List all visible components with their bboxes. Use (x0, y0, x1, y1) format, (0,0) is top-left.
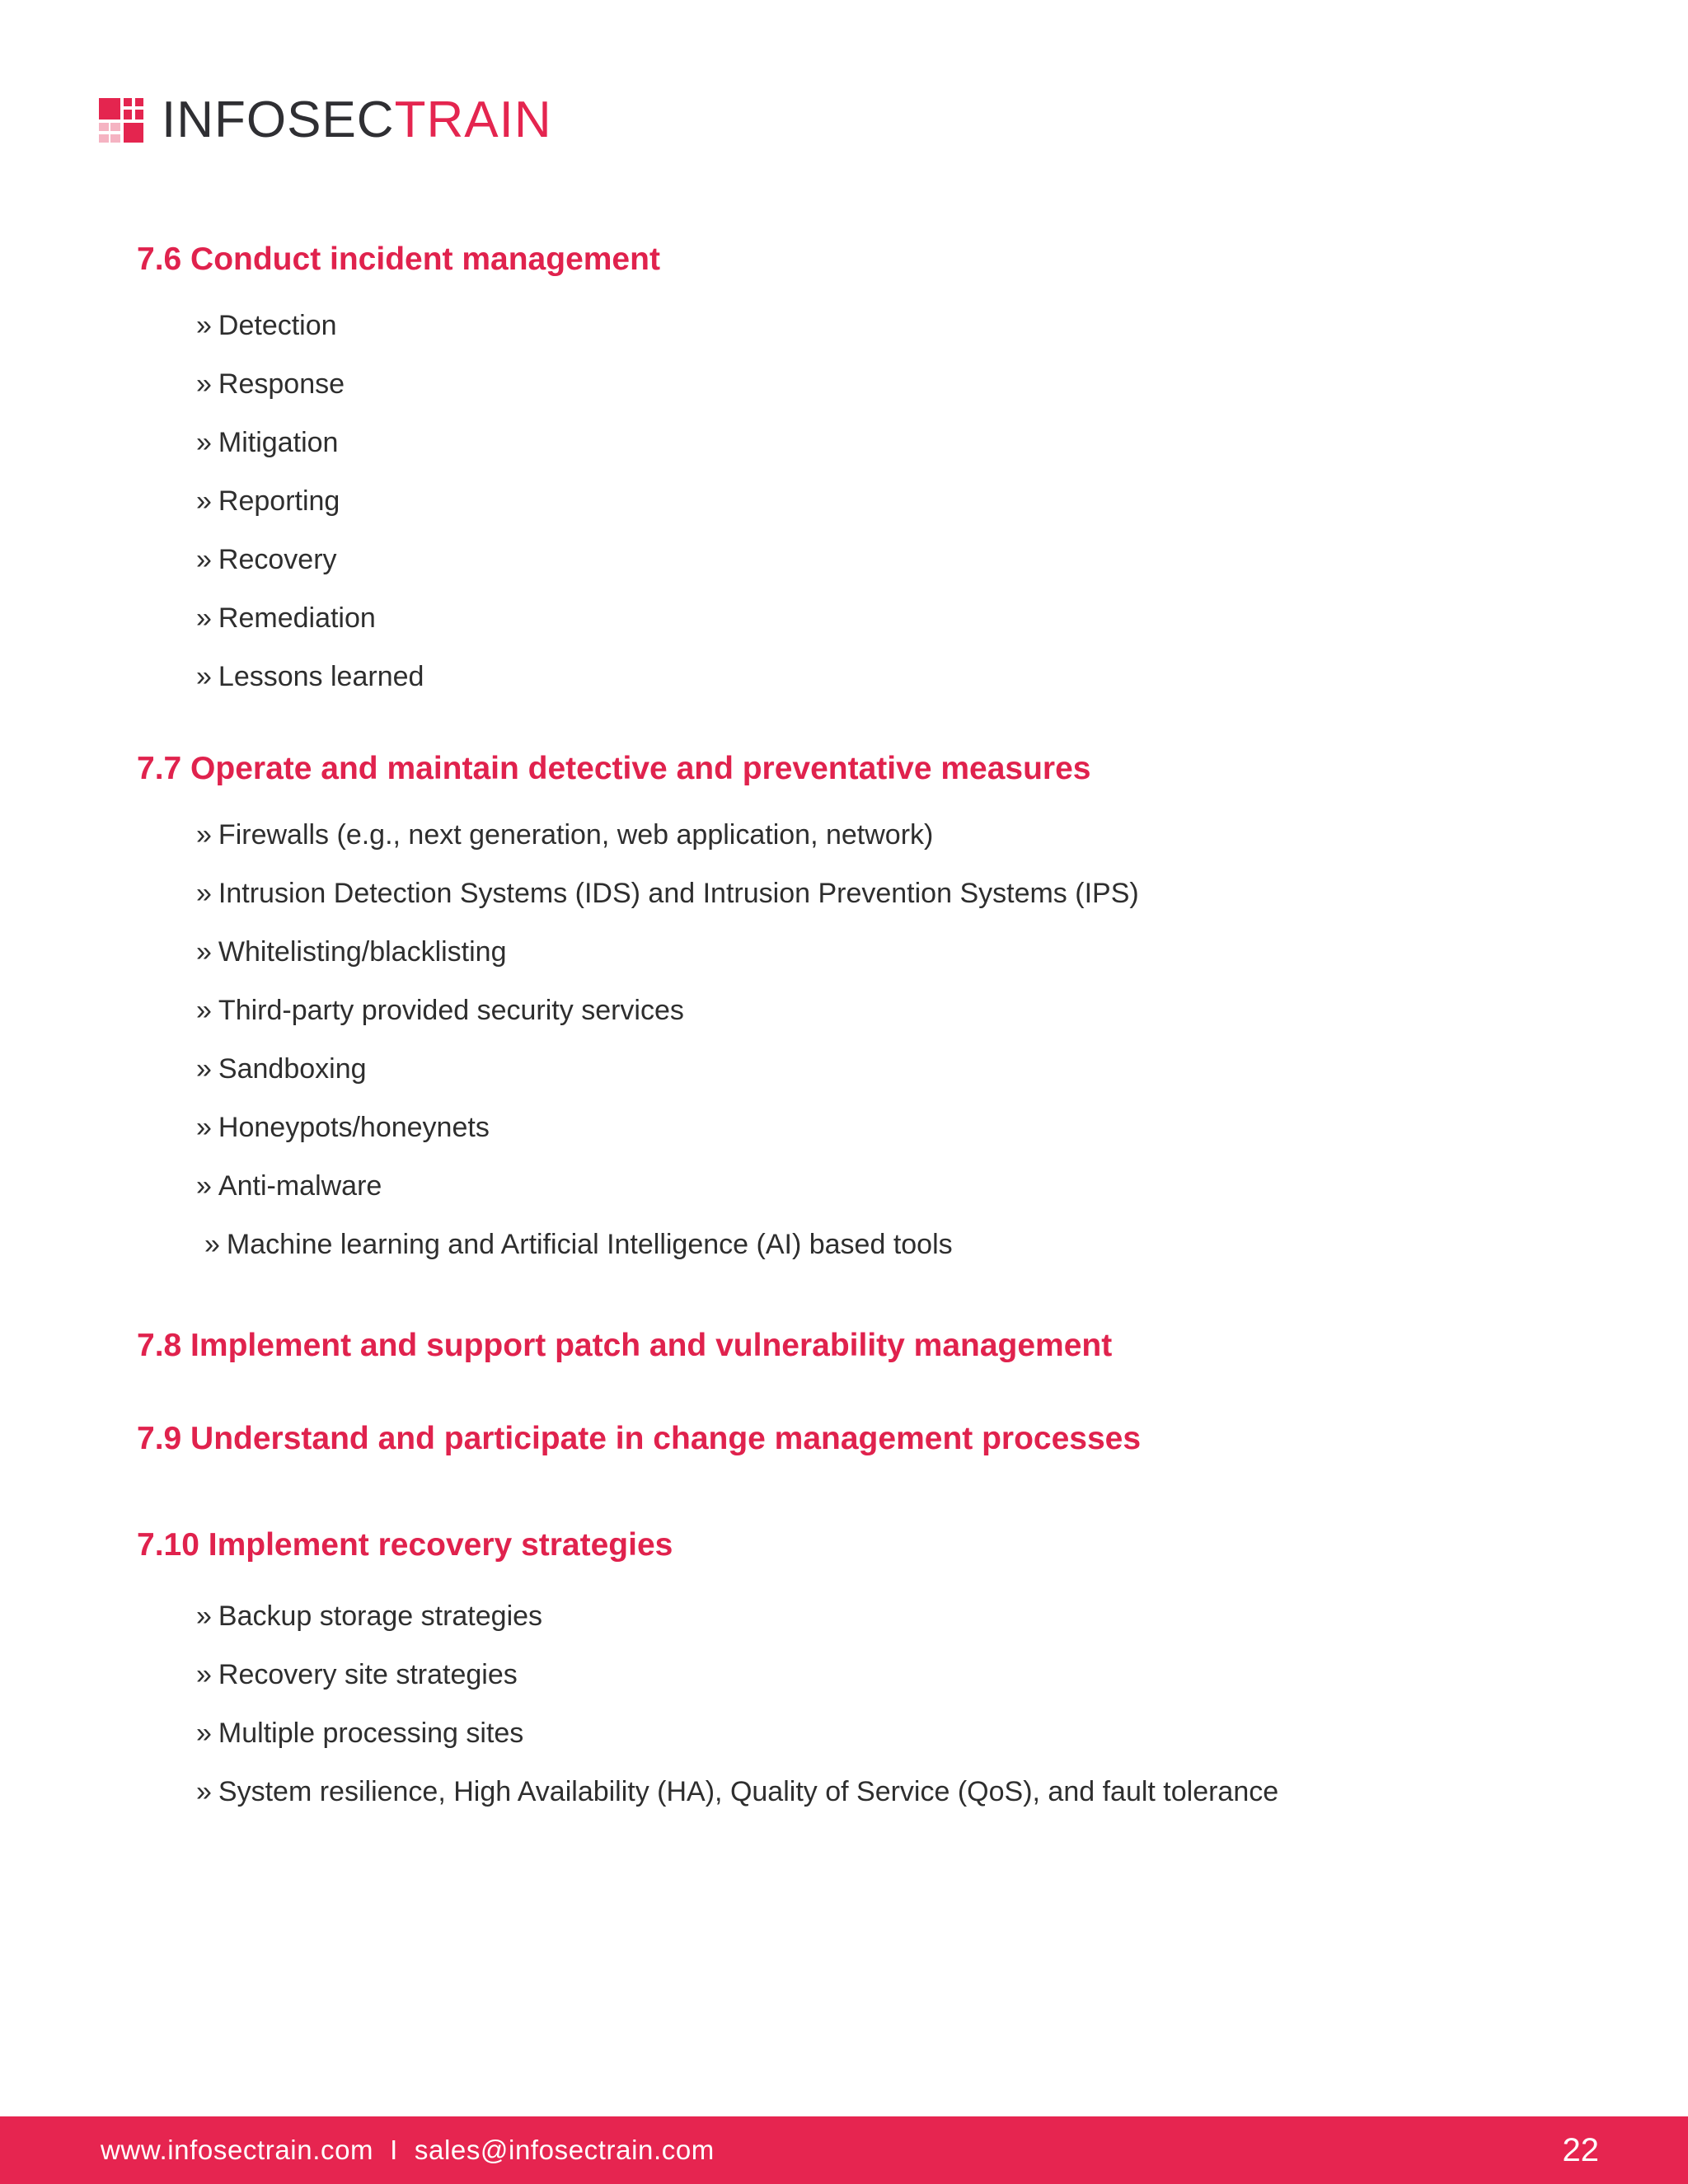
list-item: » Recovery site strategies (196, 1646, 1620, 1704)
logo-text-accent: TRAIN (394, 91, 552, 148)
section-7-7 (137, 752, 1620, 1274)
section-title: 7.7 Operate and maintain detective and preventative measures (137, 751, 1091, 786)
list-item: » Whitelisting/blacklisting (196, 923, 1620, 982)
logo-text-dark: INFOSEC (162, 91, 395, 148)
list-item: » Machine learning and Artificial Intelligence (AI) based tools (196, 1216, 1620, 1274)
list-item: » Sandboxing (196, 1040, 1620, 1099)
section-title: 7.6 Conduct incident management (137, 241, 660, 277)
section-title: 7.8 Implement and support patch and vulnerability management (137, 1328, 1113, 1363)
item-list (137, 1587, 1620, 1821)
list-item: » Multiple processing sites (196, 1704, 1620, 1763)
list-item: » Honeypots/honeynets (196, 1099, 1620, 1157)
section-7-6 (137, 243, 1620, 706)
item-list (137, 297, 1620, 706)
list-item: » Remediation (196, 589, 1620, 648)
list-item: » Detection (196, 297, 1620, 355)
section-title: 7.10 Implement recovery strategies (137, 1527, 673, 1563)
list-item: » Reporting (196, 472, 1620, 531)
section-7-10 (137, 1529, 1620, 1821)
logo-wordmark (162, 91, 552, 148)
list-item: » Backup storage strategies (196, 1587, 1620, 1646)
list-item: » Third-party provided security services (196, 982, 1620, 1040)
page-number: 22 (1562, 2132, 1599, 2168)
list-item: » Lessons learned (196, 648, 1620, 706)
list-item: » Anti-malware (196, 1157, 1620, 1216)
list-item: » Firewalls (e.g., next generation, web application, network) (196, 806, 1620, 865)
list-item: » Recovery (196, 531, 1620, 589)
footer-contact (101, 2116, 715, 2184)
list-item: » Response (196, 355, 1620, 414)
email-link[interactable]: sales@infosectrain.com (414, 2135, 715, 2165)
infosectrain-logo-icon (99, 98, 143, 143)
section-7-8 (137, 1329, 1620, 1361)
list-item: » Mitigation (196, 414, 1620, 472)
list-item: » System resilience, High Availability (HA), Quality of Service (QoS), and fault tolerance (196, 1763, 1620, 1821)
website-link[interactable]: www.infosectrain.com (101, 2135, 374, 2165)
header (99, 91, 552, 148)
list-item: » Intrusion Detection Systems (IDS) and Intrusion Prevention Systems (IPS) (196, 865, 1620, 923)
item-list (137, 806, 1620, 1274)
footer (0, 2116, 1688, 2184)
footer-separator: I (390, 2135, 398, 2165)
section-7-9 (137, 1422, 1620, 1455)
section-title: 7.9 Understand and participate in change management processes (137, 1421, 1142, 1456)
